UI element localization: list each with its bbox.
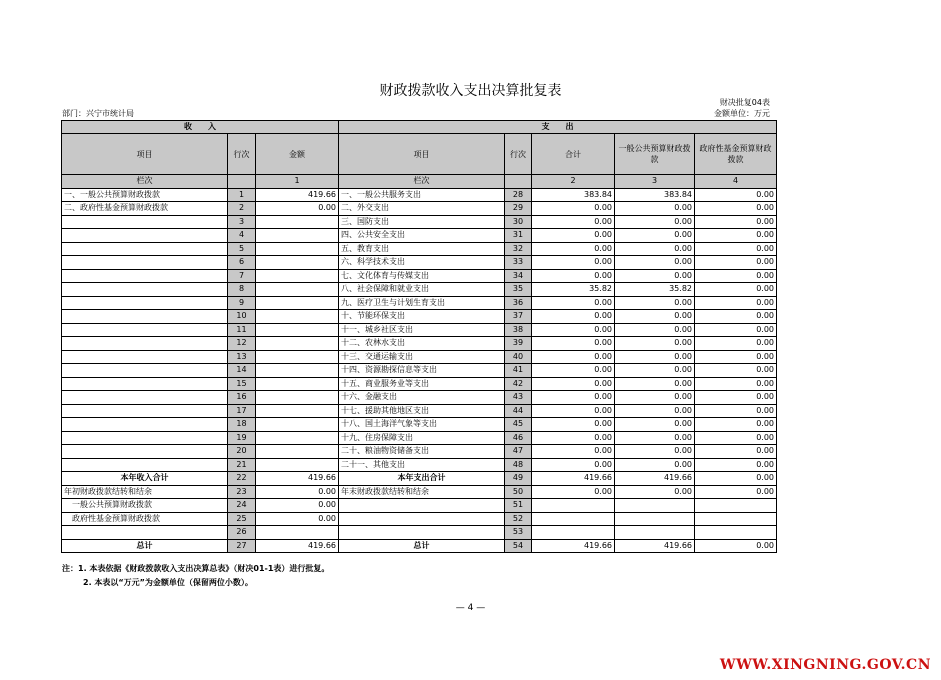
- expense-general-budget: 0.00: [615, 350, 695, 364]
- expense-row-number: 35: [505, 283, 532, 297]
- income-item: 政府性基金预算财政拨款: [62, 512, 228, 526]
- income-row-number: 11: [228, 323, 256, 337]
- table-row: [62, 391, 777, 405]
- expense-total: [532, 499, 615, 513]
- income-amount: [256, 323, 339, 337]
- expense-item: 十三、交通运输支出: [339, 350, 505, 364]
- income-item: [62, 364, 228, 378]
- expense-row-number: 39: [505, 337, 532, 351]
- index-right-label: 栏次: [339, 175, 505, 189]
- income-item: [62, 350, 228, 364]
- income-item: [62, 296, 228, 310]
- expense-item: [339, 526, 505, 540]
- expense-total: 0.00: [532, 269, 615, 283]
- header-amount: 金额: [256, 134, 339, 175]
- table-row: [62, 269, 777, 283]
- index-col-3: 3: [615, 175, 695, 189]
- section-row: [62, 121, 777, 134]
- income-amount: [256, 296, 339, 310]
- expense-row-number: 44: [505, 404, 532, 418]
- expense-row-number: 32: [505, 242, 532, 256]
- table-row: [62, 431, 777, 445]
- income-row-number: 1: [228, 188, 256, 202]
- income-row-number: 17: [228, 404, 256, 418]
- expense-general-budget: 35.82: [615, 283, 695, 297]
- expense-row-number: 47: [505, 445, 532, 459]
- expense-row-number: 48: [505, 458, 532, 472]
- expense-row-number: 33: [505, 256, 532, 270]
- income-amount: 419.66: [256, 472, 339, 486]
- table-row: [62, 296, 777, 310]
- expense-total: 35.82: [532, 283, 615, 297]
- expense-item: 八、社会保障和就业支出: [339, 283, 505, 297]
- index-col-4: 4: [695, 175, 777, 189]
- expense-total: 0.00: [532, 202, 615, 216]
- income-row-number: 2: [228, 202, 256, 216]
- income-item: 一般公共预算财政拨款: [62, 499, 228, 513]
- expense-section-header: 支 出: [339, 121, 777, 134]
- expense-item: 十二、农林水支出: [339, 337, 505, 351]
- table-row: [62, 418, 777, 432]
- expense-fund-budget: 0.00: [695, 337, 777, 351]
- expense-row-number: 50: [505, 485, 532, 499]
- income-amount: [256, 404, 339, 418]
- expense-row-number: 45: [505, 418, 532, 432]
- income-item: [62, 418, 228, 432]
- expense-total: 383.84: [532, 188, 615, 202]
- expense-fund-budget: [695, 526, 777, 540]
- expense-item: 六、科学技术支出: [339, 256, 505, 270]
- expense-general-budget: [615, 512, 695, 526]
- income-item: [62, 377, 228, 391]
- income-item: 本年收入合计: [62, 472, 228, 486]
- income-item: [62, 269, 228, 283]
- income-row-number: 3: [228, 215, 256, 229]
- expense-total: 0.00: [532, 215, 615, 229]
- expense-fund-budget: 0.00: [695, 242, 777, 256]
- expense-fund-budget: 0.00: [695, 391, 777, 405]
- expense-fund-budget: 0.00: [695, 377, 777, 391]
- expense-total: 0.00: [532, 418, 615, 432]
- approval-table: [61, 120, 777, 553]
- expense-fund-budget: 0.00: [695, 269, 777, 283]
- income-row-number: 12: [228, 337, 256, 351]
- income-amount: [256, 337, 339, 351]
- expense-general-budget: 0.00: [615, 418, 695, 432]
- income-amount: [256, 229, 339, 243]
- expense-row-number: 41: [505, 364, 532, 378]
- header-rowno-left: 行次: [228, 134, 256, 175]
- table-row: [62, 323, 777, 337]
- form-number: 财决批复04表: [719, 98, 770, 107]
- income-amount: 419.66: [256, 539, 339, 553]
- income-row-number: 21: [228, 458, 256, 472]
- income-amount: [256, 364, 339, 378]
- income-row-number: 24: [228, 499, 256, 513]
- income-row-number: 22: [228, 472, 256, 486]
- header-item-right: 项目: [339, 134, 505, 175]
- expense-item: 总计: [339, 539, 505, 553]
- expense-general-budget: 0.00: [615, 391, 695, 405]
- income-amount: [256, 269, 339, 283]
- expense-row-number: 29: [505, 202, 532, 216]
- header-general-budget: 一般公共预算财政拨款: [615, 134, 695, 175]
- income-row-number: 15: [228, 377, 256, 391]
- table-row: [62, 499, 777, 513]
- table-row: [62, 404, 777, 418]
- expense-fund-budget: 0.00: [695, 310, 777, 324]
- income-item: [62, 283, 228, 297]
- income-amount: [256, 391, 339, 405]
- expense-fund-budget: 0.00: [695, 458, 777, 472]
- expense-general-budget: 0.00: [615, 256, 695, 270]
- expense-item: 十、节能环保支出: [339, 310, 505, 324]
- income-item: 二、政府性基金预算财政拨款: [62, 202, 228, 216]
- table-row: [62, 256, 777, 270]
- expense-fund-budget: 0.00: [695, 188, 777, 202]
- header-rowno-right: 行次: [505, 134, 532, 175]
- table-row: [62, 485, 777, 499]
- expense-row-number: 38: [505, 323, 532, 337]
- expense-general-budget: 0.00: [615, 269, 695, 283]
- income-item: [62, 229, 228, 243]
- expense-item: 十七、援助其他地区支出: [339, 404, 505, 418]
- header-total: 合计: [532, 134, 615, 175]
- income-row-number: 13: [228, 350, 256, 364]
- expense-fund-budget: 0.00: [695, 202, 777, 216]
- expense-fund-budget: 0.00: [695, 404, 777, 418]
- expense-general-budget: 0.00: [615, 445, 695, 459]
- expense-item: 二十、粮油物资储备支出: [339, 445, 505, 459]
- income-row-number: 16: [228, 391, 256, 405]
- expense-total: [532, 512, 615, 526]
- expense-item: 十九、住房保障支出: [339, 431, 505, 445]
- expense-row-number: 42: [505, 377, 532, 391]
- expense-total: 419.66: [532, 472, 615, 486]
- income-amount: [256, 242, 339, 256]
- expense-total: 0.00: [532, 458, 615, 472]
- table-row: [62, 202, 777, 216]
- income-amount: [256, 350, 339, 364]
- expense-total: 419.66: [532, 539, 615, 553]
- table-row: [62, 310, 777, 324]
- expense-total: 0.00: [532, 256, 615, 270]
- expense-total: 0.00: [532, 391, 615, 405]
- expense-fund-budget: 0.00: [695, 350, 777, 364]
- expense-general-budget: 0.00: [615, 323, 695, 337]
- income-amount: 419.66: [256, 188, 339, 202]
- column-header-row: [62, 134, 777, 175]
- expense-row-number: 37: [505, 310, 532, 324]
- expense-fund-budget: 0.00: [695, 364, 777, 378]
- income-item: [62, 215, 228, 229]
- expense-row-number: 52: [505, 512, 532, 526]
- income-row-number: 4: [228, 229, 256, 243]
- income-row-number: 25: [228, 512, 256, 526]
- expense-fund-budget: 0.00: [695, 445, 777, 459]
- table-row: [62, 242, 777, 256]
- income-row-number: 19: [228, 431, 256, 445]
- expense-fund-budget: 0.00: [695, 539, 777, 553]
- table-row: [62, 377, 777, 391]
- expense-row-number: 28: [505, 188, 532, 202]
- income-row-number: 27: [228, 539, 256, 553]
- expense-general-budget: 0.00: [615, 296, 695, 310]
- expense-general-budget: 0.00: [615, 377, 695, 391]
- expense-general-budget: 0.00: [615, 404, 695, 418]
- index-col-1: 1: [256, 175, 339, 189]
- income-section-header: 收 入: [62, 121, 339, 134]
- expense-fund-budget: [695, 512, 777, 526]
- expense-row-number: 53: [505, 526, 532, 540]
- expense-item: 十六、金融支出: [339, 391, 505, 405]
- income-amount: 0.00: [256, 202, 339, 216]
- income-item: 总计: [62, 539, 228, 553]
- expense-total: 0.00: [532, 364, 615, 378]
- income-amount: [256, 445, 339, 459]
- table-row: [62, 215, 777, 229]
- table-row: [62, 445, 777, 459]
- expense-item: 十一、城乡社区支出: [339, 323, 505, 337]
- header-item-left: 项目: [62, 134, 228, 175]
- note-line-2: 2. 本表以“万元”为金额单位（保留两位小数）。: [83, 578, 253, 587]
- expense-fund-budget: 0.00: [695, 215, 777, 229]
- index-left-blank: [228, 175, 256, 189]
- expense-row-number: 40: [505, 350, 532, 364]
- income-row-number: 5: [228, 242, 256, 256]
- income-amount: [256, 310, 339, 324]
- expense-fund-budget: 0.00: [695, 418, 777, 432]
- expense-fund-budget: 0.00: [695, 323, 777, 337]
- header-fund-budget: 政府性基金预算财政拨款: [695, 134, 777, 175]
- income-item: [62, 310, 228, 324]
- expense-general-budget: 0.00: [615, 310, 695, 324]
- table-row: [62, 364, 777, 378]
- income-amount: [256, 526, 339, 540]
- table-row: [62, 188, 777, 202]
- income-amount: 0.00: [256, 499, 339, 513]
- expense-general-budget: 419.66: [615, 539, 695, 553]
- expense-total: 0.00: [532, 431, 615, 445]
- expense-item: [339, 512, 505, 526]
- expense-general-budget: 0.00: [615, 202, 695, 216]
- expense-general-budget: [615, 526, 695, 540]
- expense-item: 四、公共安全支出: [339, 229, 505, 243]
- income-item: [62, 323, 228, 337]
- income-item: [62, 242, 228, 256]
- expense-general-budget: 0.00: [615, 485, 695, 499]
- expense-general-budget: 419.66: [615, 472, 695, 486]
- note-line-1: 注：1. 本表依据《财政拨款收入支出决算总表》（财决01-1表）进行批复。: [62, 564, 330, 573]
- index-left-label: 栏次: [62, 175, 228, 189]
- table-row: [62, 512, 777, 526]
- income-item: 年初财政拨款结转和结余: [62, 485, 228, 499]
- income-item: [62, 391, 228, 405]
- income-amount: 0.00: [256, 512, 339, 526]
- table-row: [62, 539, 777, 553]
- income-amount: [256, 256, 339, 270]
- expense-total: 0.00: [532, 337, 615, 351]
- expense-item: 本年支出合计: [339, 472, 505, 486]
- expense-general-budget: 0.00: [615, 431, 695, 445]
- unit-label: 金额单位：万元: [714, 109, 770, 118]
- table-row: [62, 458, 777, 472]
- income-row-number: 9: [228, 296, 256, 310]
- income-item: 一、一般公共预算财政拨款: [62, 188, 228, 202]
- expense-item: 二十一、其他支出: [339, 458, 505, 472]
- income-amount: [256, 458, 339, 472]
- income-row-number: 18: [228, 418, 256, 432]
- expense-fund-budget: 0.00: [695, 472, 777, 486]
- expense-row-number: 36: [505, 296, 532, 310]
- income-row-number: 6: [228, 256, 256, 270]
- expense-total: 0.00: [532, 404, 615, 418]
- index-col-2: 2: [532, 175, 615, 189]
- expense-general-budget: 0.00: [615, 229, 695, 243]
- expense-item: 十四、资源勘探信息等支出: [339, 364, 505, 378]
- page-number: — 4 —: [455, 603, 486, 613]
- expense-total: [532, 526, 615, 540]
- expense-item: 十五、商业服务业等支出: [339, 377, 505, 391]
- table-row: [62, 350, 777, 364]
- expense-row-number: 43: [505, 391, 532, 405]
- expense-item: 二、外交支出: [339, 202, 505, 216]
- table-row: [62, 526, 777, 540]
- expense-general-budget: 0.00: [615, 364, 695, 378]
- expense-item: 三、国防支出: [339, 215, 505, 229]
- income-amount: [256, 418, 339, 432]
- expense-item: 五、教育支出: [339, 242, 505, 256]
- index-row: [62, 175, 777, 189]
- expense-row-number: 31: [505, 229, 532, 243]
- expense-fund-budget: [695, 499, 777, 513]
- expense-total: 0.00: [532, 445, 615, 459]
- expense-row-number: 34: [505, 269, 532, 283]
- income-item: [62, 431, 228, 445]
- income-row-number: 26: [228, 526, 256, 540]
- expense-fund-budget: 0.00: [695, 283, 777, 297]
- expense-item: 九、医疗卫生与计划生育支出: [339, 296, 505, 310]
- index-right-blank: [505, 175, 532, 189]
- expense-general-budget: [615, 499, 695, 513]
- expense-total: 0.00: [532, 242, 615, 256]
- expense-fund-budget: 0.00: [695, 229, 777, 243]
- expense-fund-budget: 0.00: [695, 485, 777, 499]
- expense-fund-budget: 0.00: [695, 296, 777, 310]
- table-row: [62, 337, 777, 351]
- expense-general-budget: 0.00: [615, 242, 695, 256]
- income-row-number: 10: [228, 310, 256, 324]
- income-row-number: 8: [228, 283, 256, 297]
- page-title: 财政拨款收入支出决算批复表: [379, 83, 562, 99]
- income-amount: 0.00: [256, 485, 339, 499]
- department-label: 部门：兴宁市统计局: [62, 109, 134, 118]
- income-row-number: 20: [228, 445, 256, 459]
- table-row: [62, 283, 777, 297]
- expense-row-number: 51: [505, 499, 532, 513]
- expense-total: 0.00: [532, 310, 615, 324]
- expense-general-budget: 383.84: [615, 188, 695, 202]
- income-amount: [256, 431, 339, 445]
- expense-general-budget: 0.00: [615, 215, 695, 229]
- expense-total: 0.00: [532, 377, 615, 391]
- income-item: [62, 404, 228, 418]
- expense-row-number: 30: [505, 215, 532, 229]
- site-watermark: WWW.XINGNING.GOV.CN: [719, 657, 931, 673]
- income-item: [62, 337, 228, 351]
- expense-row-number: 54: [505, 539, 532, 553]
- expense-row-number: 46: [505, 431, 532, 445]
- expense-general-budget: 0.00: [615, 337, 695, 351]
- expense-fund-budget: 0.00: [695, 431, 777, 445]
- expense-item: 一、一般公共服务支出: [339, 188, 505, 202]
- income-item: [62, 526, 228, 540]
- expense-fund-budget: 0.00: [695, 256, 777, 270]
- expense-total: 0.00: [532, 229, 615, 243]
- expense-item: [339, 499, 505, 513]
- income-row-number: 7: [228, 269, 256, 283]
- table-row: [62, 229, 777, 243]
- table-row: [62, 472, 777, 486]
- income-row-number: 23: [228, 485, 256, 499]
- income-amount: [256, 283, 339, 297]
- expense-total: 0.00: [532, 296, 615, 310]
- expense-general-budget: 0.00: [615, 458, 695, 472]
- expense-total: 0.00: [532, 323, 615, 337]
- expense-item: 十八、国土海洋气象等支出: [339, 418, 505, 432]
- income-item: [62, 256, 228, 270]
- expense-item: 七、文化体育与传媒支出: [339, 269, 505, 283]
- income-amount: [256, 377, 339, 391]
- income-amount: [256, 215, 339, 229]
- expense-item: 年末财政拨款结转和结余: [339, 485, 505, 499]
- expense-total: 0.00: [532, 485, 615, 499]
- income-row-number: 14: [228, 364, 256, 378]
- income-item: [62, 458, 228, 472]
- expense-total: 0.00: [532, 350, 615, 364]
- income-item: [62, 445, 228, 459]
- expense-row-number: 49: [505, 472, 532, 486]
